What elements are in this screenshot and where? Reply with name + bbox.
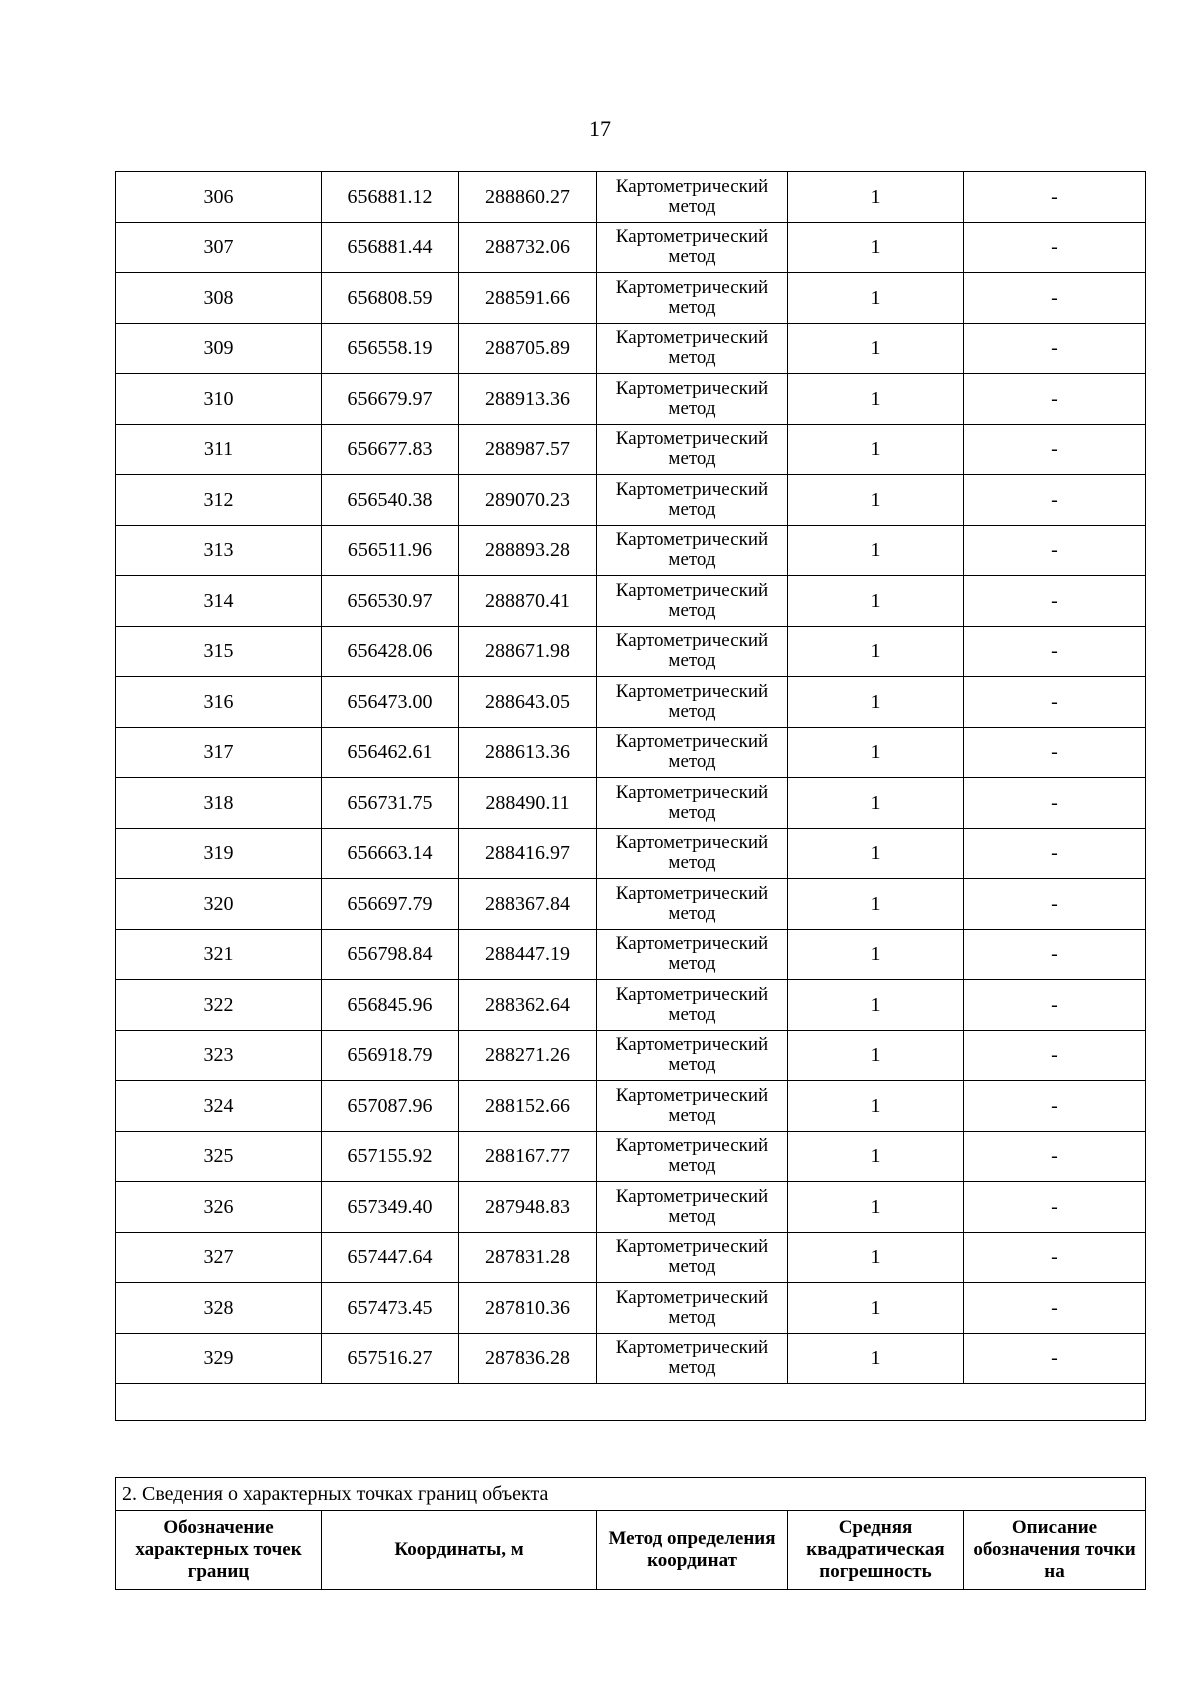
method-cell: Картометрический метод (597, 828, 788, 879)
x-coordinate-cell: 657087.96 (322, 1081, 459, 1132)
x-coordinate-cell: 657349.40 (322, 1182, 459, 1233)
x-coordinate-cell: 656881.12 (322, 172, 459, 223)
x-coordinate-cell: 657516.27 (322, 1333, 459, 1384)
method-cell: Картометрический метод (597, 1030, 788, 1081)
y-coordinate-cell: 288860.27 (459, 172, 597, 223)
description-cell: - (964, 626, 1146, 677)
point-id-cell: 322 (116, 980, 322, 1031)
empty-cell (116, 1384, 1146, 1421)
y-coordinate-cell: 289070.23 (459, 475, 597, 526)
x-coordinate-cell: 657447.64 (322, 1232, 459, 1283)
point-id-cell: 329 (116, 1333, 322, 1384)
description-cell: - (964, 1333, 1146, 1384)
table-row (116, 273, 1146, 324)
header-method: Метод определения координат (597, 1511, 788, 1590)
point-id-cell: 311 (116, 424, 322, 475)
point-id-cell: 327 (116, 1232, 322, 1283)
x-coordinate-cell: 656530.97 (322, 576, 459, 627)
description-cell: - (964, 1030, 1146, 1081)
description-cell: - (964, 1131, 1146, 1182)
method-cell: Картометрический метод (597, 1131, 788, 1182)
y-coordinate-cell: 288643.05 (459, 677, 597, 728)
table-row (116, 222, 1146, 273)
table-row (116, 1283, 1146, 1334)
points-table-body (116, 172, 1146, 1421)
y-coordinate-cell: 288705.89 (459, 323, 597, 374)
section-title: 2. Сведения о характерных точках границ объекта (116, 1478, 1146, 1511)
description-cell: - (964, 828, 1146, 879)
method-cell: Картометрический метод (597, 172, 788, 223)
accuracy-cell: 1 (788, 424, 964, 475)
y-coordinate-cell: 287948.83 (459, 1182, 597, 1233)
x-coordinate-cell: 656808.59 (322, 273, 459, 324)
x-coordinate-cell: 656881.44 (322, 222, 459, 273)
table-row (116, 1081, 1146, 1132)
x-coordinate-cell: 656462.61 (322, 727, 459, 778)
y-coordinate-cell: 288613.36 (459, 727, 597, 778)
description-cell: - (964, 677, 1146, 728)
y-coordinate-cell: 287836.28 (459, 1333, 597, 1384)
accuracy-cell: 1 (788, 1182, 964, 1233)
method-cell: Картометрический метод (597, 677, 788, 728)
y-coordinate-cell: 288271.26 (459, 1030, 597, 1081)
accuracy-cell: 1 (788, 1333, 964, 1384)
table-row (116, 424, 1146, 475)
description-cell: - (964, 222, 1146, 273)
y-coordinate-cell: 287831.28 (459, 1232, 597, 1283)
x-coordinate-cell: 656697.79 (322, 879, 459, 930)
y-coordinate-cell: 288367.84 (459, 879, 597, 930)
description-cell: - (964, 323, 1146, 374)
point-id-cell: 317 (116, 727, 322, 778)
accuracy-cell: 1 (788, 727, 964, 778)
method-cell: Картометрический метод (597, 778, 788, 829)
method-cell: Картометрический метод (597, 273, 788, 324)
y-coordinate-cell: 288416.97 (459, 828, 597, 879)
table-row (116, 1030, 1146, 1081)
method-cell: Картометрический метод (597, 727, 788, 778)
y-coordinate-cell: 288490.11 (459, 778, 597, 829)
table-row (116, 1333, 1146, 1384)
description-cell: - (964, 929, 1146, 980)
x-coordinate-cell: 656558.19 (322, 323, 459, 374)
method-cell: Картометрический метод (597, 374, 788, 425)
accuracy-cell: 1 (788, 475, 964, 526)
x-coordinate-cell: 656473.00 (322, 677, 459, 728)
table-row (116, 1182, 1146, 1233)
accuracy-cell: 1 (788, 374, 964, 425)
point-id-cell: 307 (116, 222, 322, 273)
table-row (116, 828, 1146, 879)
header-designation: Обозначение характерных точек границ (116, 1511, 322, 1590)
accuracy-cell: 1 (788, 929, 964, 980)
accuracy-cell: 1 (788, 323, 964, 374)
point-id-cell: 312 (116, 475, 322, 526)
accuracy-cell: 1 (788, 1030, 964, 1081)
point-id-cell: 316 (116, 677, 322, 728)
x-coordinate-cell: 656798.84 (322, 929, 459, 980)
point-id-cell: 306 (116, 172, 322, 223)
description-cell: - (964, 879, 1146, 930)
table-row (116, 374, 1146, 425)
accuracy-cell: 1 (788, 828, 964, 879)
description-cell: - (964, 1232, 1146, 1283)
table-row (116, 475, 1146, 526)
table-row (116, 929, 1146, 980)
method-cell: Картометрический метод (597, 1333, 788, 1384)
table-row (116, 677, 1146, 728)
accuracy-cell: 1 (788, 879, 964, 930)
method-cell: Картометрический метод (597, 424, 788, 475)
y-coordinate-cell: 288671.98 (459, 626, 597, 677)
method-cell: Картометрический метод (597, 879, 788, 930)
description-cell: - (964, 475, 1146, 526)
point-id-cell: 314 (116, 576, 322, 627)
description-cell: - (964, 374, 1146, 425)
accuracy-cell: 1 (788, 1232, 964, 1283)
table-row (116, 980, 1146, 1031)
method-cell: Картометрический метод (597, 626, 788, 677)
table-row (116, 778, 1146, 829)
accuracy-cell: 1 (788, 980, 964, 1031)
points-table (115, 171, 1146, 1421)
accuracy-cell: 1 (788, 525, 964, 576)
y-coordinate-cell: 287810.36 (459, 1283, 597, 1334)
y-coordinate-cell: 288893.28 (459, 525, 597, 576)
accuracy-cell: 1 (788, 677, 964, 728)
x-coordinate-cell: 656918.79 (322, 1030, 459, 1081)
description-cell: - (964, 424, 1146, 475)
table-row (116, 626, 1146, 677)
point-id-cell: 308 (116, 273, 322, 324)
x-coordinate-cell: 656428.06 (322, 626, 459, 677)
method-cell: Картометрический метод (597, 929, 788, 980)
description-cell: - (964, 1283, 1146, 1334)
method-cell: Картометрический метод (597, 1283, 788, 1334)
x-coordinate-cell: 656677.83 (322, 424, 459, 475)
y-coordinate-cell: 288362.64 (459, 980, 597, 1031)
description-cell: - (964, 1182, 1146, 1233)
table-row (116, 727, 1146, 778)
x-coordinate-cell: 656540.38 (322, 475, 459, 526)
point-id-cell: 325 (116, 1131, 322, 1182)
description-cell: - (964, 576, 1146, 627)
method-cell: Картометрический метод (597, 980, 788, 1031)
table-row (116, 1131, 1146, 1182)
accuracy-cell: 1 (788, 576, 964, 627)
x-coordinate-cell: 657155.92 (322, 1131, 459, 1182)
point-id-cell: 318 (116, 778, 322, 829)
accuracy-cell: 1 (788, 1131, 964, 1182)
header-description: Описание обозначения точки на (964, 1511, 1146, 1590)
accuracy-cell: 1 (788, 172, 964, 223)
y-coordinate-cell: 288870.41 (459, 576, 597, 627)
method-cell: Картометрический метод (597, 323, 788, 374)
description-cell: - (964, 1081, 1146, 1132)
description-cell: - (964, 727, 1146, 778)
table-row (116, 323, 1146, 374)
x-coordinate-cell: 656511.96 (322, 525, 459, 576)
table-row (116, 576, 1146, 627)
y-coordinate-cell: 288913.36 (459, 374, 597, 425)
point-id-cell: 326 (116, 1182, 322, 1233)
point-id-cell: 324 (116, 1081, 322, 1132)
description-cell: - (964, 172, 1146, 223)
table-row (116, 172, 1146, 223)
method-cell: Картометрический метод (597, 1081, 788, 1132)
y-coordinate-cell: 288732.06 (459, 222, 597, 273)
y-coordinate-cell: 288987.57 (459, 424, 597, 475)
point-id-cell: 319 (116, 828, 322, 879)
method-cell: Картометрический метод (597, 475, 788, 526)
x-coordinate-cell: 656679.97 (322, 374, 459, 425)
y-coordinate-cell: 288167.77 (459, 1131, 597, 1182)
x-coordinate-cell: 656663.14 (322, 828, 459, 879)
x-coordinate-cell: 657473.45 (322, 1283, 459, 1334)
method-cell: Картометрический метод (597, 525, 788, 576)
accuracy-cell: 1 (788, 1283, 964, 1334)
header-accuracy: Средняя квадратическая погрешность (788, 1511, 964, 1590)
x-coordinate-cell: 656731.75 (322, 778, 459, 829)
method-cell: Картометрический метод (597, 1232, 788, 1283)
x-coordinate-cell: 656845.96 (322, 980, 459, 1031)
column-headers-row (116, 1511, 1146, 1590)
y-coordinate-cell: 288447.19 (459, 929, 597, 980)
point-id-cell: 323 (116, 1030, 322, 1081)
y-coordinate-cell: 288152.66 (459, 1081, 597, 1132)
table-row (116, 879, 1146, 930)
point-id-cell: 321 (116, 929, 322, 980)
description-cell: - (964, 778, 1146, 829)
y-coordinate-cell: 288591.66 (459, 273, 597, 324)
accuracy-cell: 1 (788, 626, 964, 677)
page-number: 17 (589, 116, 611, 141)
point-id-cell: 313 (116, 525, 322, 576)
description-cell: - (964, 980, 1146, 1031)
accuracy-cell: 1 (788, 222, 964, 273)
section-title-row (116, 1478, 1146, 1511)
accuracy-cell: 1 (788, 778, 964, 829)
method-cell: Картометрический метод (597, 576, 788, 627)
point-id-cell: 310 (116, 374, 322, 425)
point-id-cell: 315 (116, 626, 322, 677)
table-row (116, 1232, 1146, 1283)
table-row (116, 525, 1146, 576)
accuracy-cell: 1 (788, 1081, 964, 1132)
header-coordinates: Координаты, м (322, 1511, 597, 1590)
section-table (115, 1477, 1146, 1590)
description-cell: - (964, 525, 1146, 576)
method-cell: Картометрический метод (597, 222, 788, 273)
description-cell: - (964, 273, 1146, 324)
empty-row (116, 1384, 1146, 1421)
point-id-cell: 328 (116, 1283, 322, 1334)
accuracy-cell: 1 (788, 273, 964, 324)
point-id-cell: 320 (116, 879, 322, 930)
point-id-cell: 309 (116, 323, 322, 374)
method-cell: Картометрический метод (597, 1182, 788, 1233)
